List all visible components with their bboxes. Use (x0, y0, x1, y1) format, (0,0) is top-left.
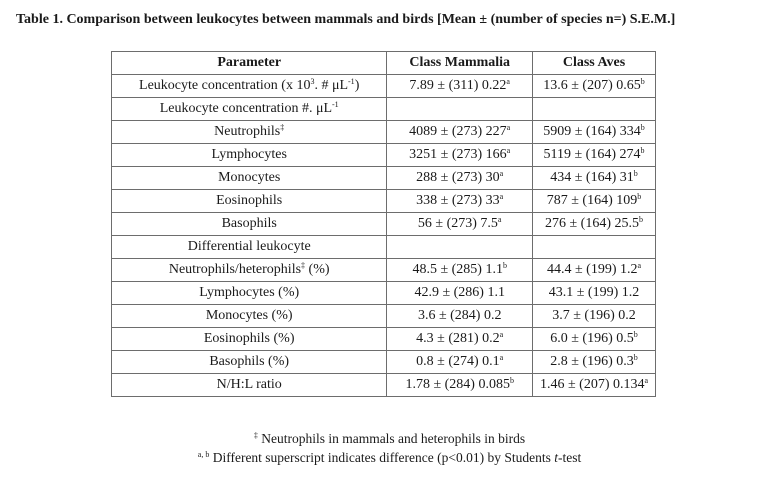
cell-mammalia (387, 236, 533, 259)
cell-parameter (112, 305, 387, 328)
cell-text: Lymphocytes (211, 147, 287, 162)
cell-mammalia (387, 305, 533, 328)
cell-text: Leukocyte concentration (x 10 (139, 78, 311, 93)
cell-text: 5909 ± (164) 334 (543, 124, 641, 139)
cell-mammalia (387, 167, 533, 190)
cell-parameter (112, 328, 387, 351)
cell-text: Leukocyte concentration #. μL (159, 101, 333, 116)
cell-text: 7.89 ± (311) 0.22 (409, 78, 507, 93)
superscript: ‡ (280, 123, 285, 132)
table-row (112, 98, 656, 121)
header-mammalia: Class Mammalia (387, 52, 533, 75)
footnote-superscript-text: Different superscript indicates difference (p<0.01) by Students (209, 450, 555, 465)
cell-text: Monocytes (%) (205, 308, 293, 323)
cell-parameter (112, 75, 387, 98)
cell-mammalia (387, 259, 533, 282)
cell-parameter (112, 121, 387, 144)
footnote-t-italic: t (554, 450, 558, 465)
cell-aves (533, 259, 656, 282)
superscript: ‡ (301, 261, 306, 270)
cell-text: 276 ± (164) 25.5 (545, 216, 640, 231)
footnote-superscript-end: -test (557, 450, 582, 465)
superscript: -1 (348, 77, 355, 86)
cell-text: 42.9 ± (286) 1.1 (414, 285, 505, 300)
cell-text: 338 ± (273) 33 (416, 193, 500, 208)
cell-parameter (112, 282, 387, 305)
cell-aves (533, 305, 656, 328)
cell-mammalia (387, 75, 533, 98)
cell-text: (%) (305, 262, 330, 277)
cell-mammalia (387, 374, 533, 397)
cell-text: 48.5 ± (285) 1.1 (412, 262, 503, 277)
cell-parameter (112, 351, 387, 374)
cell-text: 288 ± (273) 30 (416, 170, 500, 185)
header-aves: Class Aves (533, 52, 656, 75)
superscript: a (637, 261, 642, 270)
table-row (112, 259, 656, 282)
table-row (112, 282, 656, 305)
cell-aves (533, 144, 656, 167)
footnote-dagger-text: Neutrophils in mammals and heterophils in birds (257, 431, 526, 446)
cell-parameter (112, 190, 387, 213)
cell-text: 1.46 ± (207) 0.134 (539, 377, 645, 392)
cell-aves (533, 351, 656, 374)
table-row (112, 328, 656, 351)
superscript: -1 (332, 100, 339, 109)
cell-parameter (112, 259, 387, 282)
cell-text: 2.8 ± (196) 0.3 (550, 354, 634, 369)
header-parameter: Parameter (112, 52, 387, 75)
cell-text: ) (354, 78, 360, 93)
cell-text: 5119 ± (164) 274 (543, 147, 641, 162)
cell-parameter (112, 213, 387, 236)
superscript: a (499, 169, 504, 178)
superscript: a (499, 330, 504, 339)
cell-text: 3251 ± (273) 166 (409, 147, 507, 162)
cell-parameter (112, 167, 387, 190)
cell-aves (533, 374, 656, 397)
cell-text: Neutrophils/heterophils (168, 262, 302, 277)
superscript: b (509, 376, 514, 385)
cell-text: 3.7 ± (196) 0.2 (552, 308, 636, 323)
cell-text: 56 ± (273) 7.5 (417, 216, 498, 231)
footnote-dagger (0, 431, 779, 447)
cell-text: Monocytes (218, 170, 281, 185)
table-row (112, 213, 656, 236)
leukocyte-table (111, 51, 656, 397)
cell-aves (533, 75, 656, 98)
cell-aves (533, 236, 656, 259)
table-row (112, 190, 656, 213)
superscript: a (506, 123, 511, 132)
cell-aves (533, 98, 656, 121)
superscript: b (639, 215, 644, 224)
superscript: a (506, 77, 510, 86)
table-row (112, 167, 656, 190)
cell-mammalia (387, 282, 533, 305)
cell-text: Differential leukocyte (187, 239, 311, 254)
table-caption: Table 1. Comparison between leukocytes between mammals and birds [Mean ± (number of species n=) S.E.M.] (16, 12, 676, 27)
cell-parameter (112, 144, 387, 167)
cell-mammalia (387, 190, 533, 213)
superscript: b (640, 77, 645, 86)
table-row (112, 351, 656, 374)
superscript: b (633, 169, 638, 178)
cell-parameter (112, 374, 387, 397)
cell-text: Basophils (%) (209, 354, 290, 369)
footnote-superscript-mark: a, b (197, 450, 210, 459)
cell-text: . # μL (314, 78, 349, 93)
superscript: a (497, 215, 502, 224)
superscript: 3 (310, 77, 315, 86)
table-row (112, 374, 656, 397)
cell-text: 3.6 ± (284) 0.2 (417, 308, 502, 323)
superscript: b (502, 261, 507, 270)
footnote-superscript (0, 450, 779, 466)
cell-mammalia (387, 328, 533, 351)
cell-parameter (112, 236, 387, 259)
cell-aves (533, 167, 656, 190)
cell-aves (533, 213, 656, 236)
cell-aves (533, 190, 656, 213)
superscript: b (633, 330, 638, 339)
cell-text: 1.78 ± (284) 0.085 (405, 377, 510, 392)
superscript: a (499, 353, 504, 362)
cell-text: Eosinophils (216, 193, 283, 208)
cell-text: 0.8 ± (274) 0.1 (416, 354, 500, 369)
cell-text: 44.4 ± (199) 1.2 (546, 262, 638, 277)
superscript: a (499, 192, 504, 201)
table-row (112, 75, 656, 98)
cell-aves (533, 328, 656, 351)
cell-text: Eosinophils (%) (203, 331, 295, 346)
cell-text: Lymphocytes (%) (199, 285, 300, 300)
cell-text: Basophils (221, 216, 277, 231)
footnote-dagger-mark: ‡ (253, 431, 258, 440)
cell-mammalia (387, 144, 533, 167)
superscript: b (640, 123, 645, 132)
superscript: b (640, 146, 645, 155)
table-row (112, 236, 656, 259)
cell-text: 43.1 ± (199) 1.2 (548, 285, 640, 300)
cell-text: 13.6 ± (207) 0.65 (543, 78, 641, 93)
cell-mammalia (387, 213, 533, 236)
cell-aves (533, 121, 656, 144)
cell-mammalia (387, 98, 533, 121)
table-header-row (112, 52, 656, 75)
cell-text: Neutrophils (214, 124, 281, 139)
cell-aves (533, 282, 656, 305)
cell-text: N/H:L ratio (216, 377, 282, 392)
table-row (112, 121, 656, 144)
cell-text: 6.0 ± (196) 0.5 (550, 331, 634, 346)
superscript: a (644, 376, 649, 385)
cell-mammalia (387, 121, 533, 144)
superscript: a (506, 146, 511, 155)
table-row (112, 305, 656, 328)
cell-parameter (112, 98, 387, 121)
superscript: b (637, 192, 642, 201)
cell-text: 4089 ± (273) 227 (409, 124, 507, 139)
cell-mammalia (387, 351, 533, 374)
cell-text: 434 ± (164) 31 (550, 170, 634, 185)
superscript: b (633, 353, 638, 362)
table-row (112, 144, 656, 167)
cell-text: 4.3 ± (281) 0.2 (416, 331, 500, 346)
cell-text: 787 ± (164) 109 (546, 193, 638, 208)
